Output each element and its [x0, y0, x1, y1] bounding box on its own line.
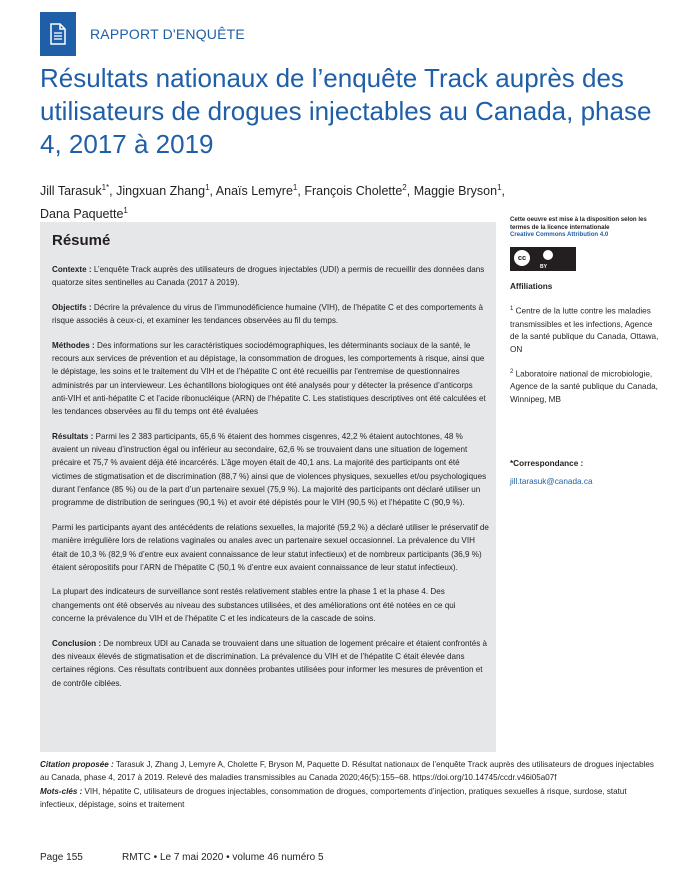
abstract-results: Résultats : Parmi les 2 383 participants, 65,6 % étaient des hommes cisgenres, 42,2 % étaient autochtones, 48 % avaient un niveau d’instruction égal ou inférieur au secondaire, 62,6 % se trouvaient dans une situation de logement précaire et 75,7 % avaient déjà été incarcérés. L’âge moyen était de 40,1 ans. La majorité des participants ont été victimes de stigmatisation et de discrimination (88,7 %) ainsi que de violences physiques, sexuelles et/ou psychologiques durant l’enfance (85 %) ou de la part d’un partenaire sexuel (75,9 %). La majorité des participants ont déclaré utiliser un programme de distribution de seringues (90,1 %) et avoir été dépistés pour le VIH (90,5 %) et l’hépatite C (90,9 %).: [52, 431, 487, 508]
keywords: Mots-clés : VIH, hépatite C, utilisateurs de drogues injectables, consommation de drogues, comportements d’injection, pratiques sexuelles à risque, surdose, statut infectieux, dépistage, soins et traitement: [40, 786, 627, 809]
journal-issue: RMTC • Le 7 mai 2020 • volume 46 numéro 5: [122, 852, 324, 863]
citation-block: [40, 758, 660, 811]
abstract-results-sexual: Parmi les participants ayant des antécédents de relations sexuelles, la majorité (59,2 %) a déclaré utiliser le préservatif de manière irrégulière lors de relations vaginales ou anales avec un partenaire sexuel occasionnel. La prévalence du VIH était de 10,3 % (82,9 % d’entre eux avaient connaissance de leur statut infectieux) et de nombreux participants (36,9 %) étaient séropositifs pour l’ARN de l’hépatite C (50,1 % d’entre eux avaient connaissance de leur statut infectieux).: [52, 522, 489, 572]
affiliation-item: $^1$ Centre de la lutte contre les maladies transmissibles et les infections, Agence de la santé publique du Canada, Ottawa, ON: [510, 306, 659, 354]
abstract-body: [52, 263, 490, 701]
abstract-objectives: Objectifs : Décrire la prévalence du virus de l’immunodéficience humaine (VIH), de l’hépatite C et des comportements à risque associés à ceux-ci, et examiner les tendances observées au fil du temps.: [52, 302, 483, 326]
correspondence-email-link[interactable]: jill.tarasuk@canada.ca: [510, 476, 593, 486]
author: Jill Tarasuk$^{1*}$,: [40, 183, 117, 199]
author: Maggie Bryson$^1$,: [413, 183, 506, 199]
author: Dana Paquette$^1$: [40, 206, 128, 222]
suggested-citation: Citation proposée : Tarasuk J, Zhang J, Lemyre A, Cholette F, Bryson M, Paquette D. Résultat nationaux de l’enquête Track auprès des utilisateurs de drogues injectables au Canada, phase 4, 2017 à 2019. Relevé des maladies transmissibles au Canada 2020;46(5):155–68. https://doi.org/10.14745/ccdr.v46i05a07f: [40, 760, 654, 783]
license-notice: Cette oeuvre est mise à la disposition selon les termes de la licence internationale Creative Commons Attribution 4.0: [510, 216, 647, 239]
author: Jingxuan Zhang$^1$,: [116, 183, 216, 199]
sidebar: [510, 216, 660, 488]
article-title: Résultats nationaux de l’enquête Track auprès des utilisateurs de drogues injectables au Canada, phase 4, 2017 à 2019: [40, 63, 652, 159]
abstract-results-trends: La plupart des indicateurs de surveillance sont restés relativement stables entre la phase 1 et la phase 4. Des changements ont été observés au niveau des substances utilisées, et des améliorations ont été notées en ce qui concerne la prévalence du VIH et de l’hépatite C et les indicateurs de la cascade de soins.: [52, 587, 456, 624]
affiliation-item: $^2$ Laboratoire national de microbiologie, Agence de la santé publique du Canada, Winnipeg, MB: [510, 369, 658, 404]
report-type-label: RAPPORT D'ENQUÊTE: [90, 26, 245, 42]
page-number: Page 155: [40, 852, 83, 863]
abstract-methods: Méthodes : Des informations sur les caractéristiques sociodémographiques, les déterminants sociaux de la santé, le recours aux services de prévention et au dépistage, la consommation de drogues, les comportements à risque, ainsi que le dépistage, les soins et le traitement du VIH et de l’hépatite C ont été recueillis par l’entremise de questionnaires administrés par un intervieweur. Les échantillons biologiques ont été analysés pour y détecter la présence d’anticorps anti-VIH et anti-hépatite C et l’acide ribonucléique (ARN) de l’hépatite C. Les statistiques descriptives ont été calculées et les tendances observées au fil du temps ont été évaluées: [52, 340, 486, 417]
page-footer: [40, 852, 324, 863]
license-link[interactable]: Creative Commons Attribution 4.0: [510, 231, 609, 239]
abstract-box: [40, 222, 496, 752]
document-icon: [40, 12, 76, 56]
author: Anaïs Lemyre$^1$,: [215, 183, 305, 199]
correspondence-heading: *Correspondance :: [510, 459, 584, 469]
affiliations-heading: Affiliations: [510, 281, 553, 291]
abstract-conclusion: Conclusion : De nombreux UDI au Canada se trouvaient dans une situation de logement précaire et étaient confrontés à des niveaux élevés de stigmatisation et de discrimination. La prévalence du VIH et de l’hépatite C était élevée dans certaines régions. Ces résultats contribuent aux données probantes utilisées pour informer les mesures de prévention et de contrôle ciblées.: [52, 638, 488, 688]
abstract-context: Contexte : L’enquête Track auprès des utilisateurs de drogues injectables (UDI) a permis de recueillir des données dans quatorze sites sentinelles au Canada (2017 à 2019).: [52, 265, 485, 288]
cc-by-icon[interactable]: cc BY: [510, 247, 576, 271]
author: François Cholette$^2$,: [304, 183, 414, 199]
abstract-heading: Résumé: [52, 232, 111, 249]
